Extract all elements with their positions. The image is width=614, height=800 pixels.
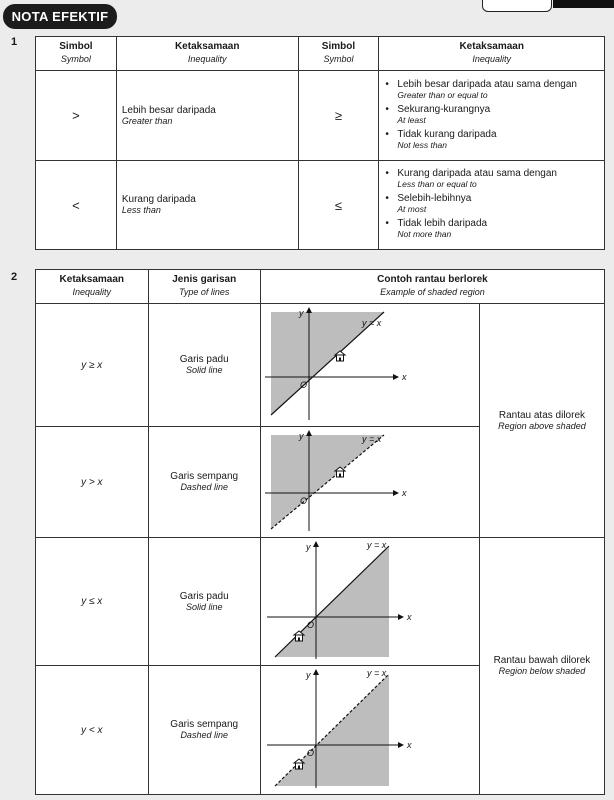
origin-label: O: [299, 380, 307, 390]
line-label: y = x: [361, 434, 382, 444]
header-symbol: [36, 37, 117, 71]
origin-label: O: [306, 620, 314, 630]
list-item: [385, 79, 604, 101]
item-ms: Lebih besar daripada atau sama dengan: [397, 78, 577, 90]
y-axis-label: y: [305, 670, 311, 680]
list-item: [385, 129, 604, 151]
list-item: [385, 168, 604, 190]
origin-label: O: [306, 748, 314, 758]
graph-cell: [260, 666, 479, 795]
graph-dashed-below: [261, 666, 479, 794]
region-above-en: Region above shaded: [498, 420, 586, 431]
region-below-cell: [479, 538, 604, 795]
header-inequality-en: Inequality: [187, 54, 227, 64]
inequality-cell: [36, 538, 149, 666]
item-ms: Kurang daripada atau sama dengan: [397, 168, 557, 179]
header-inequality-en-2: Inequality: [472, 54, 511, 64]
list-item: [385, 193, 604, 215]
region-below-ms: Rantau bawah dilorek: [493, 655, 591, 666]
item-en: Not more than: [397, 229, 452, 239]
header-symbol-2: [298, 37, 379, 71]
line-type-cell: [148, 666, 260, 795]
inequality-text: y < x: [81, 724, 103, 736]
inequality-cell: [36, 304, 149, 427]
header-symbol-en: Symbol: [60, 54, 91, 64]
symbol-row-greater: [36, 71, 605, 161]
region-above-ms: Rantau atas dilorek: [498, 409, 586, 421]
line-type-cell: [148, 304, 260, 427]
symbol-table-header: [36, 37, 605, 71]
list-item: [385, 104, 604, 126]
text-greater-ms: Lebih besar daripada: [121, 104, 216, 116]
item-ms: Sekurang-kurangnya: [397, 103, 491, 115]
item-en: At least: [397, 114, 426, 125]
header-inequality-ms-2: Ketaksamaan: [459, 41, 524, 52]
region-below-en: Region below shaded: [498, 666, 586, 676]
symbol-table: [35, 36, 605, 250]
symbol-greater-equal: ≥: [298, 71, 379, 161]
symbol-less-equal: ≤: [298, 161, 379, 250]
text-less: [116, 161, 298, 250]
house-icon-door: [339, 358, 341, 362]
inequality-cell: [36, 666, 149, 795]
header-example: [260, 270, 604, 304]
graph-cell: [260, 538, 479, 666]
line-type-cell: [148, 538, 260, 666]
item-ms: Selebih-lebihnya: [397, 193, 472, 204]
symbol-row-less: [36, 161, 605, 250]
x-axis-arrow: [398, 742, 404, 748]
text-greater-en: Greater than: [121, 115, 173, 126]
line-label: y = x: [366, 540, 387, 550]
line-type-cell: [148, 427, 260, 538]
line-type-en: Solid line: [185, 601, 223, 612]
y-axis-arrow: [313, 541, 319, 547]
header-symbol-ms-2: Simbol: [321, 41, 356, 52]
graph-cell: [260, 427, 479, 538]
header-line-en: Type of lines: [179, 287, 230, 297]
graph-dashed-above: [261, 427, 479, 537]
x-axis-label: x: [401, 372, 407, 382]
text-less-ms: Kurang daripada: [121, 194, 196, 205]
y-axis-arrow: [306, 307, 312, 313]
question-number-1: 1: [11, 36, 18, 48]
corner-tag: [482, 0, 552, 12]
x-axis-label: x: [401, 488, 407, 498]
x-axis-arrow: [393, 374, 399, 380]
header-inequality-ms: Ketaksamaan: [174, 41, 240, 52]
origin-label: O: [299, 496, 307, 506]
x-axis-arrow: [398, 614, 404, 620]
house-icon-door: [298, 638, 300, 642]
header-inequality: [36, 270, 149, 304]
line-type-ms: Garis padu: [179, 354, 229, 365]
item-ms: Tidak kurang daripada: [397, 128, 497, 140]
item-en: At most: [397, 204, 427, 214]
y-axis-label: y: [305, 542, 311, 552]
line-type-en: Solid line: [185, 365, 223, 375]
line-label: y = x: [361, 318, 382, 328]
y-axis-arrow: [306, 430, 312, 436]
text-greater: [116, 71, 298, 161]
line-type-ms: Garis sempang: [170, 719, 239, 730]
y-axis-label: y: [298, 431, 304, 441]
text-less-en: Less than: [121, 205, 161, 215]
graph-solid-below: [261, 538, 479, 665]
header-symbol-ms: Simbol: [59, 41, 93, 52]
header-example-en: Example of shaded region: [380, 287, 485, 297]
symbol-greater: >: [36, 71, 117, 161]
line-label: y = x: [366, 668, 387, 678]
region-table-header: [36, 270, 605, 304]
graph-cell: [260, 304, 479, 427]
x-axis-arrow: [393, 490, 399, 496]
item-ms: Tidak lebih daripada: [397, 218, 488, 229]
header-line-ms: Jenis garisan: [172, 274, 237, 285]
region-row: [36, 304, 605, 427]
line-type-en: Dashed line: [180, 730, 228, 740]
line-type-en: Dashed line: [180, 482, 228, 492]
inequality-text: y ≥ x: [81, 359, 103, 371]
x-axis-label: x: [406, 740, 412, 750]
house-icon-door: [298, 766, 300, 770]
inequality-text: y > x: [81, 476, 103, 488]
header-inequality: [116, 37, 298, 71]
house-icon-door: [339, 474, 341, 478]
inequality-cell: [36, 427, 149, 538]
y-axis-arrow: [313, 669, 319, 675]
graph-solid-above: [261, 304, 479, 426]
header-ineq-ms: Ketaksamaan: [59, 274, 125, 285]
corner-bar: [553, 0, 614, 8]
header-example-ms: Contoh rantau berlorek: [377, 274, 488, 285]
region-row: [36, 538, 605, 666]
line-type-ms: Garis padu: [179, 590, 229, 602]
x-axis-label: x: [406, 612, 412, 622]
nota-efektif-badge: NOTA EFEKTIF: [3, 4, 117, 29]
item-en: Not less than: [397, 139, 448, 150]
list-greater-equal: [379, 71, 605, 161]
line-type-ms: Garis sempang: [170, 471, 239, 482]
question-number-2: 2: [11, 271, 18, 283]
item-en: Greater than or equal to: [397, 89, 488, 100]
header-ineq-en: Inequality: [72, 287, 112, 297]
inequality-text: y ≤ x: [81, 596, 103, 607]
list-item: [385, 218, 604, 240]
symbol-less: <: [36, 161, 117, 250]
header-symbol-en-2: Symbol: [323, 54, 354, 64]
region-table: [35, 269, 605, 795]
y-axis-label: y: [298, 308, 304, 318]
region-above-cell: [479, 304, 604, 538]
item-en: Less than or equal to: [397, 179, 477, 189]
list-less-equal: [379, 161, 605, 250]
header-inequality-2: [379, 37, 605, 71]
header-line-type: [148, 270, 260, 304]
